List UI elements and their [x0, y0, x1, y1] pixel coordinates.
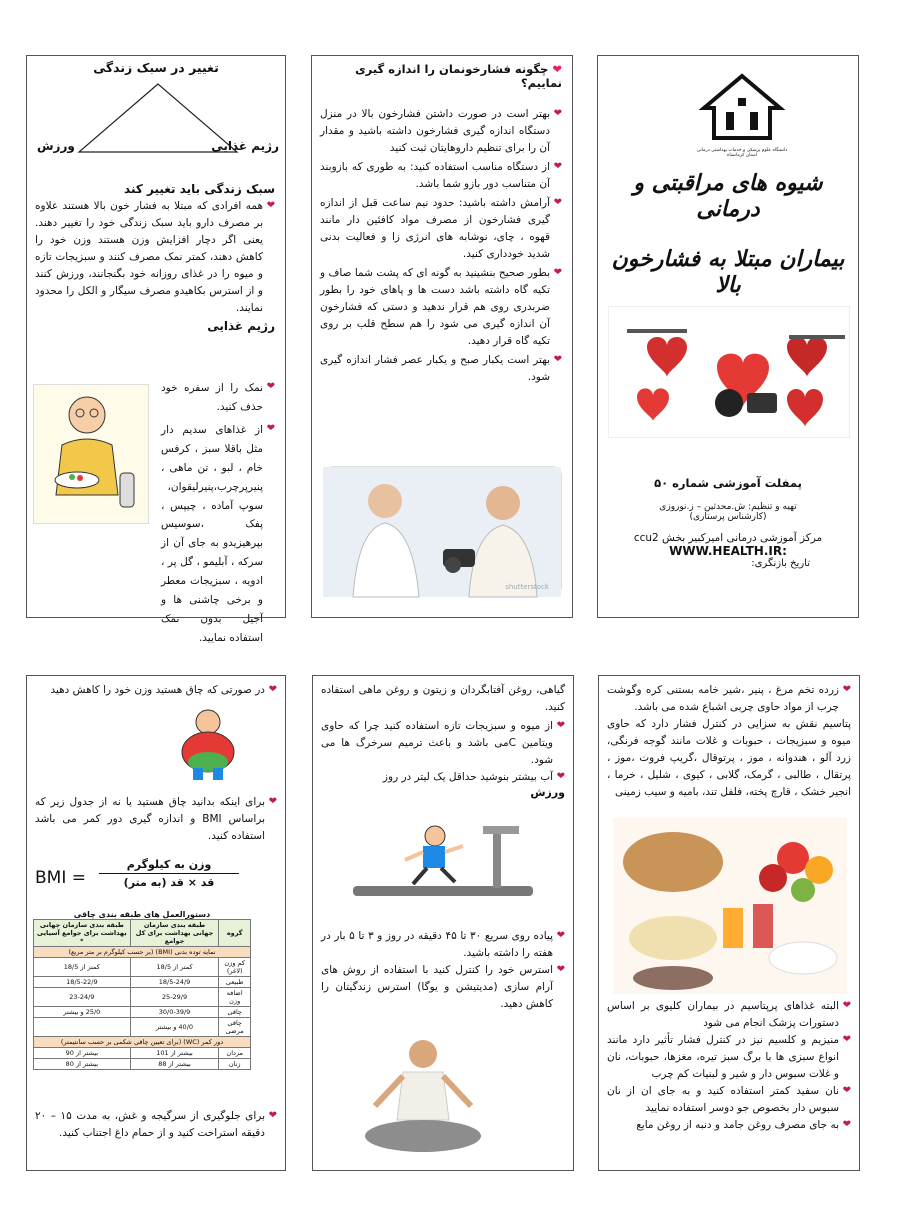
- bmi-formula: [33, 858, 273, 898]
- heart-bullet-icon: ❤: [266, 200, 275, 211]
- diet-bullet-saturated-fat: ❤ زرده تخم مرغ ، پنیر ،شیر خامه بستنی کره وگوشت چرب از مواد حاوی چربی اشباع شده می باشد.: [607, 684, 851, 713]
- diet-bullet-bread: ❤ نان سفید کمتر استفاده کنید و به جای ان از نان سبوس دار بخصوص جو دوسر استفاده نمایید: [607, 1085, 851, 1114]
- table-row: چاقی مرضی 40/0 و بیشتر: [34, 1018, 251, 1037]
- triangle-label-exercise: ورزش: [37, 139, 75, 153]
- measurement-bullet-1: ❤ بهتر است در صورت داشتن فشارخون بالا در منزل دستگاه اندازه گیری فشارخون داشته باشید و مقدار آن را برای تنظیم داروهایتان ثبت کنید: [320, 108, 562, 154]
- potassium-paragraph: پتاسیم نقش به سزایی در کنترل فشار دارد که حاوی میوه و سبزیجات ، حبوبات و غلات مانند گوجه فرنگی، زرد آلو ، هندوانه ، موز ، پرتوقال ،گریپ فروت ،موز ، پرتقال ، طالبی ، گرمک، گلابی ، کیوی ، شلیل ، خرما ، انجیر خشک ، قارچ پخته، فلفل تند، بامیه و سیب زمینی: [607, 718, 851, 798]
- pamphlet-title-line-2: بیماران مبتلا به فشارخون بالا: [611, 246, 845, 298]
- man-refusing-salt-illustration: [33, 384, 149, 524]
- table-row: طبیعی 18/5-24/9 18/5-22/9: [34, 977, 251, 988]
- cover-panel: [597, 55, 859, 618]
- measurement-heading: ❤ چگونه فشارخونمان را اندازه گیری نماییم؟: [355, 62, 562, 90]
- oil-paragraph: گیاهی، روغن آفتابگردان و زیتون و روغن ماهی استفاده کنید.: [321, 684, 565, 713]
- review-date-label: تاریخ بازنگری:: [751, 558, 810, 569]
- table-row: مردان بیشتر از 101 بیشتر از 90: [34, 1048, 251, 1059]
- bmi-bullet-lose-weight: ❤ در صورتی که چاق هستید وزن خود را کاهش دهید: [50, 684, 277, 696]
- healthy-food-photo: [613, 818, 847, 994]
- heart-bullet-icon: ❤: [842, 1000, 851, 1011]
- measurement-bullet-5: ❤ بهتر است یکبار صبح و یکبار عصر فشار اندازه گیری شود.: [320, 354, 562, 383]
- photo-watermark: shutterstock: [505, 583, 549, 591]
- diet-bullet-sodium: ❤ از غذاهای سدیم دار مثل باقلا سبز ، کرفس خام ، لبو ، تن ماهی ، پنیرپرچرب،پنیرلیقوان، سوپ آماده ، چیپس ، پفک ،سوسیس بپرهیزیدو به جای آن از سرکه ، آبلیمو ، گل پر ، ادویه ، سبزیجات معطر و برخی چاشنی ها و آجیل بدون نمک استفاده نمایید.: [161, 423, 275, 644]
- logo-caption: دانشگاه علوم پزشکی و خدمات بهداشتی درمانی استان کرمانشاه: [696, 148, 788, 159]
- lifestyle-heading: سبک زندگی باید تغییر کند: [124, 182, 275, 196]
- lifestyle-panel: [26, 55, 286, 644]
- bmi-table-block: [33, 910, 251, 1070]
- formula-lhs: BMI =: [35, 868, 86, 888]
- heart-bullet-icon: ❤: [842, 1119, 851, 1130]
- meditating-man-photo: [353, 1032, 493, 1160]
- exercise-bullet-stress: ❤ استرس خود را کنترل کنید با استفاده از روش های آرام سازی (مدیتیشن و یوگا) استرس زندگیتان را کاهش دهید.: [321, 964, 565, 1010]
- heart-bullet-icon: ❤: [556, 930, 565, 941]
- triangle-label-diet: رژیم غذایی: [211, 139, 279, 153]
- lifestyle-paragraph: ❤ همه افرادی که مبتلا به فشار خون بالا هستند علاوه بر مصرف دارو باید سبک زندگی خود را تغییر دهند. یعنی اگر دچار افزایش وزن هستند وزن خود را کاهش دهند، کمتر نمک مصرف کنند و سبزیجات تازه و میوه را در غذای روزانه خود بگنجانند، ورزش کنند و از استرس بکاهیدو مصرف سیگار و الکل را محدود نمایند.: [35, 200, 275, 314]
- bmi-panel: [26, 675, 286, 1171]
- measurement-bullet-4: ❤ بطور صحیح بنشینید به گونه ای که پشت شما صاف و تکیه گاه داشته باشد دست ها و پاهای خود را بطور ضربدری روی هم قرار ندهید و دستی که فشارخون آن اندازه گیری می شود را هم سطح قلب بر روی تکیه گاه قرار دهید.: [320, 267, 562, 347]
- exercise-bullet-walking: ❤ پیاده روی سریع ۳۰ تا ۴۵ دقیقه در روز و ۳ تا ۵ بار در هفته را داشته باشید.: [321, 930, 565, 959]
- bmi-bullet-dizziness: ❤ برای جلوگیری از سرگیجه و غش، به مدت ۱۵ – ۲۰ دقیقه استراحت کنید و از حمام داغ اجتناب کنید.: [35, 1110, 277, 1139]
- table-header-cell: طبقه بندی سازمان جهانی بهداشت برای کل جوامع: [130, 920, 219, 947]
- diet-panel: [598, 675, 860, 1171]
- table-section-header: دور کمر (WC) (برای تعیین چاقی شکمی بر حسب سانتیمتر): [34, 1037, 251, 1048]
- table-header-cell: گروه: [219, 920, 251, 947]
- heart-bullet-icon: ❤: [268, 1110, 277, 1121]
- table-section-header: نمایه توده بدنی (BMI) (بر حسب کیلوگرم بر متر مربع): [34, 947, 251, 958]
- author-role: (کارشناس پرستاری): [689, 512, 767, 522]
- diet-bullet-salt: ❤ نمک را از سفره خود حذف کنید.: [161, 381, 275, 413]
- diet-bullet-oil: ❤ به جای مصرف روغن جامد و دنبه از روغن مایع: [636, 1119, 851, 1131]
- formula-denominator: قد × قد (به متر): [123, 876, 215, 889]
- exercise-bullet-water: ❤ آب بیشتر بنوشید حداقل یک لیتر در روز: [382, 771, 565, 783]
- heart-bullet-icon: ❤: [266, 381, 275, 392]
- diet-heading: رژیم غذایی: [207, 319, 275, 333]
- formula-numerator: وزن به کیلوگرم: [99, 858, 239, 874]
- heart-icon: ❤: [552, 62, 562, 76]
- heart-bullet-icon: ❤: [556, 964, 565, 975]
- bmi-table-title: دستورالعمل های طبقه بندی چاقی: [73, 910, 211, 919]
- diet-bullet-kidney: ❤ البته غذاهای پرپتاسیم در بیماران کلیوی بر اساس دستورات پزشک انجام می شود: [607, 1000, 851, 1029]
- university-logo: [694, 68, 790, 159]
- measurement-bullet-3: ❤ آرامش داشته باشید: حدود نیم ساعت قبل از اندازه گیری فشارخون از مصرف مواد کافئین دار مانند قهوه ، چای، نوشابه های انرژی زا و فعالیت بدنی شدید خودداری کنید.: [320, 197, 562, 260]
- heart-bullet-icon: ❤: [842, 684, 851, 695]
- heart-bullet-icon: ❤: [553, 267, 562, 278]
- exercise-panel: [312, 675, 574, 1171]
- table-row: اضافه وزن 25-29/9 23-24/9: [34, 988, 251, 1007]
- treadmill-runner-illustration: [343, 816, 543, 912]
- exercise-heading: ورزش: [530, 786, 565, 799]
- table-row: کم وزن (لاغر) کمتر از 18/5 کمتر از 18/5: [34, 958, 251, 977]
- table-row: چاقی 30/0-39/9 25/0 و بیشتر: [34, 1007, 251, 1018]
- heart-bullet-icon: ❤: [553, 161, 562, 172]
- website-text: WWW.HEALTH.IR:: [669, 544, 787, 558]
- pamphlet-title-line-1: شیوه های مراقبتی و درمانی: [633, 170, 823, 222]
- heart-bullet-icon: ❤: [553, 108, 562, 119]
- heart-bullet-icon: ❤: [553, 197, 562, 208]
- heart-bullet-icon: ❤: [842, 1034, 851, 1045]
- measurement-panel: [311, 55, 573, 618]
- heart-bullet-icon: ❤: [553, 354, 562, 365]
- exercise-bullet-vegetables: ❤ از میوه و سبزیجات تازه استفاده کنید چرا که حاوی ویتامین Cمی باشد و باعث ترمیم سرخرگ ها می شود.: [321, 720, 565, 766]
- bmi-table: [33, 919, 251, 1070]
- measurement-bullet-2: ❤ از دستگاه مناسب استفاده کنید: به طوری که بازوبند آن متناسب دور بازو شما باشد.: [320, 161, 562, 190]
- heart-bullet-icon: ❤: [556, 720, 565, 731]
- pamphlet-number: پمفلت آموزشی شماره ۵۰: [654, 476, 802, 490]
- table-row: زنان بیشتر از 88 بیشتر از 80: [34, 1059, 251, 1070]
- triangle-title: تغییر در سبک زندگی: [93, 60, 219, 75]
- center-name: مرکز آموزشی درمانی امیرکبیر بخش ccu2: [633, 532, 823, 544]
- heart-bullet-icon: ❤: [268, 684, 277, 695]
- author-line: تهیه و تنظیم: ش.محدثین – ز.نوروزی: [659, 502, 797, 512]
- hearts-exercise-illustration: [608, 306, 850, 438]
- overweight-boy-illustration: [173, 706, 243, 782]
- doctor-measuring-blood-pressure-photo: [324, 466, 562, 596]
- bmi-bullet-check-table: ❤ برای اینکه بدانید چاق هستید یا نه از جدول زیر که براساس BMI و اندازه گیری دور کمر می باشد استفاده کنید.: [35, 796, 277, 842]
- table-header-cell: طبقه بندی سازمان جهانی بهداشت برای جوامع آسیایی *: [34, 920, 131, 947]
- heart-bullet-icon: ❤: [842, 1085, 851, 1096]
- heart-bullet-icon: ❤: [268, 796, 277, 807]
- heart-bullet-icon: ❤: [266, 423, 275, 434]
- heart-bullet-icon: ❤: [556, 771, 565, 782]
- diet-bullet-magnesium: ❤ منیزیم و کلسیم نیز در کنترل فشار تأثیر دارد مانند انواع سبزی ها با برگ سبز تیره، مغزها، حبوبات، نان و غلات سبوس دار و شیر و لبنیات کم چرب: [607, 1034, 851, 1080]
